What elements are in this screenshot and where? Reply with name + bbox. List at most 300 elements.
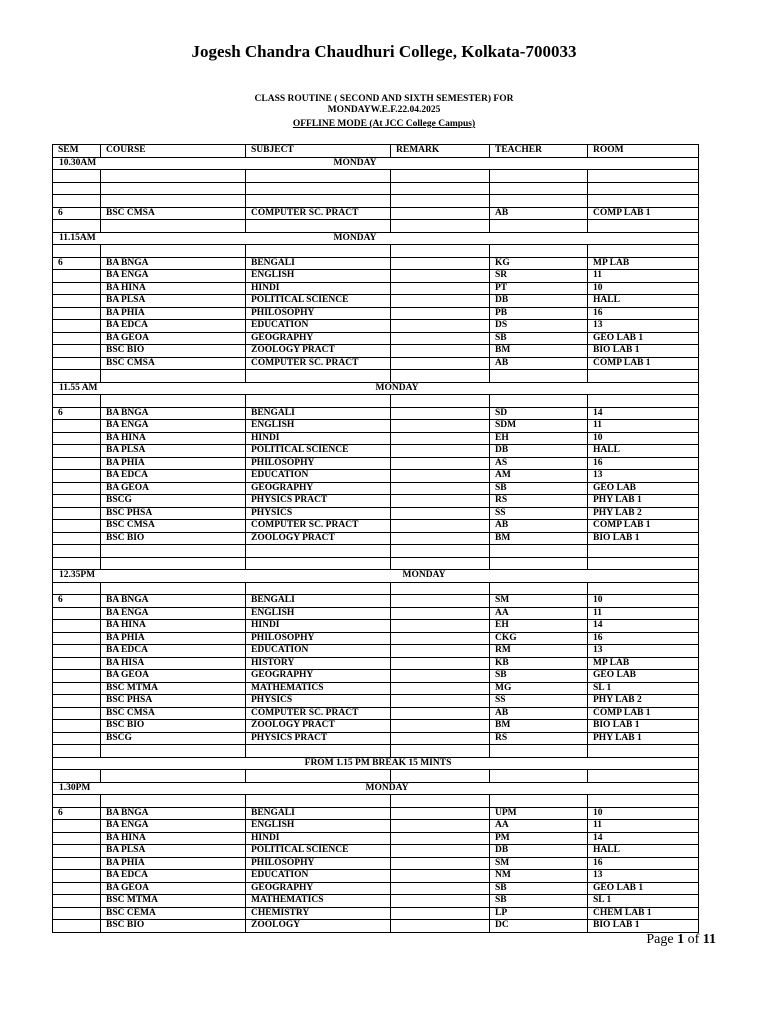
cell-course: BSC MTMA — [101, 895, 246, 908]
cell-sem — [53, 420, 101, 433]
table-row — [53, 270, 699, 283]
table-row — [53, 532, 699, 545]
cell-subject: ENGLISH — [246, 607, 391, 620]
table-row — [53, 207, 699, 220]
cell-teacher — [490, 170, 588, 183]
cell-room: HALL — [588, 295, 699, 308]
cell-remark — [391, 182, 490, 195]
cell-sem: 6 — [53, 407, 101, 420]
cell-subject — [246, 545, 391, 558]
cell-teacher: SM — [490, 595, 588, 608]
cell-teacher: DC — [490, 920, 588, 933]
cell-room: SL 1 — [588, 895, 699, 908]
table-row — [53, 332, 699, 345]
cell-remark — [391, 707, 490, 720]
cell-subject: COMPUTER SC. PRACT — [246, 207, 391, 220]
table-row — [53, 670, 699, 683]
cell-room — [588, 582, 699, 595]
slot-day: MONDAY — [101, 157, 699, 170]
table-row — [53, 632, 699, 645]
cell-sem — [53, 645, 101, 658]
table-row — [53, 595, 699, 608]
col-header-course: COURSE — [101, 145, 246, 158]
cell-subject — [246, 770, 391, 783]
cell-subject: HINDI — [246, 832, 391, 845]
cell-teacher — [490, 370, 588, 383]
cell-teacher: AB — [490, 520, 588, 533]
cell-teacher — [490, 770, 588, 783]
table-row — [53, 845, 699, 858]
cell-room: PHY LAB 2 — [588, 507, 699, 520]
cell-sem — [53, 882, 101, 895]
cell-teacher: EH — [490, 620, 588, 633]
cell-course: BSC BIO — [101, 532, 246, 545]
cell-sem — [53, 795, 101, 808]
cell-remark — [391, 907, 490, 920]
routine-subtitle: MONDAYW.E.F.22.04.2025 — [327, 105, 441, 115]
cell-course: BA HINA — [101, 832, 246, 845]
blank-row — [53, 795, 699, 808]
cell-subject: POLITICAL SCIENCE — [246, 445, 391, 458]
cell-course: BA BNGA — [101, 407, 246, 420]
cell-sem — [53, 307, 101, 320]
cell-course: BA BNGA — [101, 807, 246, 820]
cell-sem — [53, 832, 101, 845]
cell-teacher: AM — [490, 470, 588, 483]
cell-remark — [391, 332, 490, 345]
cell-sem — [53, 557, 101, 570]
cell-room: 11 — [588, 420, 699, 433]
cell-remark — [391, 395, 490, 408]
cell-teacher: UPM — [490, 807, 588, 820]
page-total: 11 — [702, 932, 716, 947]
cell-remark — [391, 832, 490, 845]
cell-course: BSCG — [101, 732, 246, 745]
blank-row — [53, 545, 699, 558]
cell-subject: ZOOLOGY PRACT — [246, 720, 391, 733]
cell-teacher: DS — [490, 320, 588, 333]
cell-subject: PHILOSOPHY — [246, 857, 391, 870]
cell-teacher: SS — [490, 507, 588, 520]
cell-remark — [391, 245, 490, 258]
cell-subject: BENGALI — [246, 407, 391, 420]
cell-teacher: DB — [490, 845, 588, 858]
cell-room: BIO LAB 1 — [588, 920, 699, 933]
cell-remark — [391, 507, 490, 520]
cell-remark — [391, 632, 490, 645]
table-row — [53, 720, 699, 733]
cell-subject: PHYSICS PRACT — [246, 732, 391, 745]
cell-teacher: AB — [490, 207, 588, 220]
cell-remark — [391, 457, 490, 470]
blank-row — [53, 370, 699, 383]
table-row — [53, 432, 699, 445]
cell-sem — [53, 582, 101, 595]
cell-course: BA PLSA — [101, 295, 246, 308]
cell-remark — [391, 595, 490, 608]
cell-remark — [391, 620, 490, 633]
cell-subject: PHYSICS — [246, 695, 391, 708]
table-row — [53, 307, 699, 320]
cell-room: COMP LAB 1 — [588, 207, 699, 220]
cell-subject: BENGALI — [246, 595, 391, 608]
cell-remark — [391, 657, 490, 670]
cell-room — [588, 245, 699, 258]
cell-sem — [53, 620, 101, 633]
cell-sem — [53, 432, 101, 445]
cell-remark — [391, 307, 490, 320]
table-row — [53, 732, 699, 745]
cell-course — [101, 182, 246, 195]
page-word: Page — [646, 932, 674, 947]
cell-sem — [53, 195, 101, 208]
cell-teacher: SB — [490, 882, 588, 895]
cell-remark — [391, 532, 490, 545]
cell-teacher: AA — [490, 607, 588, 620]
table-row — [53, 882, 699, 895]
blank-row — [53, 182, 699, 195]
blank-row — [53, 245, 699, 258]
cell-remark — [391, 170, 490, 183]
blank-row — [53, 195, 699, 208]
cell-course — [101, 582, 246, 595]
cell-sem — [53, 345, 101, 358]
cell-course — [101, 770, 246, 783]
cell-teacher: EH — [490, 432, 588, 445]
table-row — [53, 832, 699, 845]
break-row — [53, 757, 699, 770]
cell-course: BA HINA — [101, 620, 246, 633]
cell-room — [588, 557, 699, 570]
cell-room: COMP LAB 1 — [588, 357, 699, 370]
break-note: FROM 1.15 PM BREAK 15 MINTS — [53, 757, 699, 770]
slot-time: 11.55 AM — [53, 382, 101, 395]
cell-teacher: RS — [490, 495, 588, 508]
cell-sem — [53, 870, 101, 883]
time-slot-row — [53, 782, 699, 795]
cell-remark — [391, 682, 490, 695]
col-header-remark: REMARK — [391, 145, 490, 158]
cell-room: CHEM LAB 1 — [588, 907, 699, 920]
cell-room: 11 — [588, 270, 699, 283]
cell-course: BA ENGA — [101, 607, 246, 620]
cell-subject: GEOGRAPHY — [246, 332, 391, 345]
cell-teacher: SM — [490, 857, 588, 870]
table-row — [53, 470, 699, 483]
cell-course: BSC BIO — [101, 345, 246, 358]
blank-row — [53, 220, 699, 233]
cell-room — [588, 195, 699, 208]
cell-remark — [391, 282, 490, 295]
cell-sem — [53, 857, 101, 870]
cell-room: HALL — [588, 845, 699, 858]
cell-room — [588, 545, 699, 558]
blank-row — [53, 770, 699, 783]
cell-course: BA PHIA — [101, 307, 246, 320]
slot-time: 11.15AM — [53, 232, 101, 245]
cell-room — [588, 395, 699, 408]
cell-teacher: PT — [490, 282, 588, 295]
cell-sem — [53, 270, 101, 283]
slot-day: MONDAY — [101, 232, 699, 245]
cell-room — [588, 770, 699, 783]
cell-course — [101, 220, 246, 233]
cell-teacher: KB — [490, 657, 588, 670]
cell-course: BA BNGA — [101, 595, 246, 608]
cell-remark — [391, 320, 490, 333]
cell-room: 11 — [588, 607, 699, 620]
cell-room: 10 — [588, 595, 699, 608]
cell-sem — [53, 320, 101, 333]
cell-teacher: AB — [490, 357, 588, 370]
table-row — [53, 282, 699, 295]
cell-course: BA ENGA — [101, 820, 246, 833]
cell-teacher — [490, 795, 588, 808]
cell-remark — [391, 195, 490, 208]
cell-teacher: RM — [490, 645, 588, 658]
cell-sem — [53, 657, 101, 670]
cell-teacher — [490, 220, 588, 233]
cell-subject: COMPUTER SC. PRACT — [246, 520, 391, 533]
blank-row — [53, 170, 699, 183]
time-slot-row — [53, 382, 699, 395]
cell-sem: 6 — [53, 207, 101, 220]
cell-subject: POLITICAL SCIENCE — [246, 845, 391, 858]
cell-teacher — [490, 557, 588, 570]
cell-course: BSC BIO — [101, 920, 246, 933]
cell-subject — [246, 170, 391, 183]
table-row — [53, 457, 699, 470]
cell-remark — [391, 445, 490, 458]
cell-course: BA ENGA — [101, 270, 246, 283]
cell-course: BA PHIA — [101, 857, 246, 870]
cell-course: BSC CMSA — [101, 207, 246, 220]
cell-sem — [53, 670, 101, 683]
cell-subject: ENGLISH — [246, 420, 391, 433]
cell-sem — [53, 707, 101, 720]
cell-remark — [391, 207, 490, 220]
cell-remark — [391, 270, 490, 283]
cell-remark — [391, 920, 490, 933]
cell-remark — [391, 645, 490, 658]
cell-teacher — [490, 245, 588, 258]
cell-teacher: SB — [490, 332, 588, 345]
cell-room: MP LAB — [588, 257, 699, 270]
cell-course: BA EDCA — [101, 470, 246, 483]
cell-course — [101, 195, 246, 208]
cell-subject: ENGLISH — [246, 820, 391, 833]
cell-remark — [391, 407, 490, 420]
cell-course: BSCG — [101, 495, 246, 508]
cell-subject: POLITICAL SCIENCE — [246, 295, 391, 308]
cell-subject: GEOGRAPHY — [246, 670, 391, 683]
table-row — [53, 920, 699, 933]
table-row — [53, 420, 699, 433]
cell-subject: HINDI — [246, 620, 391, 633]
cell-room: HALL — [588, 445, 699, 458]
cell-teacher: SDM — [490, 420, 588, 433]
college-title: Jogesh Chandra Chaudhuri College, Kolkata-700033 — [191, 42, 577, 61]
cell-sem — [53, 682, 101, 695]
cell-subject: GEOGRAPHY — [246, 882, 391, 895]
cell-teacher: BM — [490, 720, 588, 733]
cell-teacher: NM — [490, 870, 588, 883]
cell-teacher: SS — [490, 695, 588, 708]
routine-title: CLASS ROUTINE ( SECOND AND SIXTH SEMESTER) FOR — [254, 94, 514, 104]
table-row — [53, 895, 699, 908]
cell-remark — [391, 357, 490, 370]
cell-sem — [53, 920, 101, 933]
cell-course: BA GEOA — [101, 332, 246, 345]
cell-subject: COMPUTER SC. PRACT — [246, 357, 391, 370]
cell-room: BIO LAB 1 — [588, 532, 699, 545]
cell-sem — [53, 770, 101, 783]
cell-sem — [53, 370, 101, 383]
cell-room — [588, 745, 699, 758]
cell-course: BA HINA — [101, 282, 246, 295]
cell-sem — [53, 245, 101, 258]
cell-subject: PHILOSOPHY — [246, 457, 391, 470]
routine-body — [53, 145, 699, 933]
cell-course — [101, 395, 246, 408]
cell-course: BA EDCA — [101, 870, 246, 883]
blank-row — [53, 582, 699, 595]
cell-room: GEO LAB — [588, 670, 699, 683]
cell-course: BA PLSA — [101, 845, 246, 858]
cell-remark — [391, 345, 490, 358]
cell-course — [101, 370, 246, 383]
routine-table — [52, 144, 699, 933]
cell-remark — [391, 770, 490, 783]
cell-course: BA GEOA — [101, 670, 246, 683]
cell-teacher: SR — [490, 270, 588, 283]
cell-remark — [391, 845, 490, 858]
cell-room: COMP LAB 1 — [588, 707, 699, 720]
cell-sem: 6 — [53, 257, 101, 270]
cell-remark — [391, 607, 490, 620]
cell-course: BA PHIA — [101, 632, 246, 645]
cell-course: BSC PHSA — [101, 507, 246, 520]
cell-sem — [53, 457, 101, 470]
slot-time: 12.35PM — [53, 570, 101, 583]
cell-room: 11 — [588, 820, 699, 833]
table-row — [53, 707, 699, 720]
cell-subject: HINDI — [246, 282, 391, 295]
cell-teacher — [490, 195, 588, 208]
cell-remark — [391, 820, 490, 833]
table-row — [53, 507, 699, 520]
cell-course: BA PHIA — [101, 457, 246, 470]
table-row — [53, 820, 699, 833]
table-row — [53, 357, 699, 370]
cell-teacher: KG — [490, 257, 588, 270]
page-of-word: of — [687, 932, 700, 947]
cell-course — [101, 545, 246, 558]
cell-subject — [246, 745, 391, 758]
cell-teacher: CKG — [490, 632, 588, 645]
cell-room: 13 — [588, 870, 699, 883]
cell-remark — [391, 670, 490, 683]
cell-room — [588, 220, 699, 233]
cell-teacher: AS — [490, 457, 588, 470]
time-slot-row — [53, 570, 699, 583]
table-row — [53, 407, 699, 420]
cell-room — [588, 182, 699, 195]
cell-remark — [391, 420, 490, 433]
cell-teacher: DB — [490, 445, 588, 458]
cell-subject: MATHEMATICS — [246, 895, 391, 908]
cell-subject: EDUCATION — [246, 870, 391, 883]
cell-course: BA ENGA — [101, 420, 246, 433]
table-row — [53, 295, 699, 308]
cell-sem — [53, 482, 101, 495]
cell-sem — [53, 282, 101, 295]
cell-sem — [53, 332, 101, 345]
mode-note: OFFLINE MODE (At JCC College Campus) — [292, 119, 476, 129]
cell-subject: ZOOLOGY — [246, 920, 391, 933]
cell-teacher: SB — [490, 895, 588, 908]
cell-remark — [391, 432, 490, 445]
cell-subject: PHILOSOPHY — [246, 632, 391, 645]
cell-teacher: BM — [490, 345, 588, 358]
slot-day: MONDAY — [101, 382, 699, 395]
cell-subject: BENGALI — [246, 257, 391, 270]
cell-subject — [246, 582, 391, 595]
page-current: 1 — [677, 932, 685, 947]
cell-room: 16 — [588, 457, 699, 470]
cell-remark — [391, 720, 490, 733]
cell-sem — [53, 495, 101, 508]
cell-remark — [391, 795, 490, 808]
cell-room: 13 — [588, 645, 699, 658]
table-row — [53, 807, 699, 820]
cell-sem — [53, 357, 101, 370]
cell-subject: BENGALI — [246, 807, 391, 820]
cell-remark — [391, 882, 490, 895]
cell-subject: COMPUTER SC. PRACT — [246, 707, 391, 720]
col-header-teacher: TEACHER — [490, 145, 588, 158]
cell-sem: 6 — [53, 595, 101, 608]
table-row — [53, 482, 699, 495]
cell-subject — [246, 195, 391, 208]
cell-remark — [391, 807, 490, 820]
cell-sem — [53, 895, 101, 908]
cell-sem — [53, 732, 101, 745]
cell-course: BA EDCA — [101, 320, 246, 333]
cell-course: BA EDCA — [101, 645, 246, 658]
cell-course — [101, 795, 246, 808]
cell-remark — [391, 482, 490, 495]
cell-teacher: MG — [490, 682, 588, 695]
cell-subject — [246, 370, 391, 383]
table-row — [53, 345, 699, 358]
cell-subject: HINDI — [246, 432, 391, 445]
cell-subject: PHYSICS PRACT — [246, 495, 391, 508]
cell-course — [101, 245, 246, 258]
cell-room — [588, 170, 699, 183]
cell-teacher — [490, 745, 588, 758]
slot-day: MONDAY — [101, 782, 699, 795]
cell-room: 16 — [588, 307, 699, 320]
cell-remark — [391, 895, 490, 908]
time-slot-row — [53, 232, 699, 245]
cell-sem — [53, 395, 101, 408]
cell-subject — [246, 557, 391, 570]
cell-room: 14 — [588, 620, 699, 633]
blank-row — [53, 395, 699, 408]
cell-subject: EDUCATION — [246, 645, 391, 658]
table-row — [53, 495, 699, 508]
